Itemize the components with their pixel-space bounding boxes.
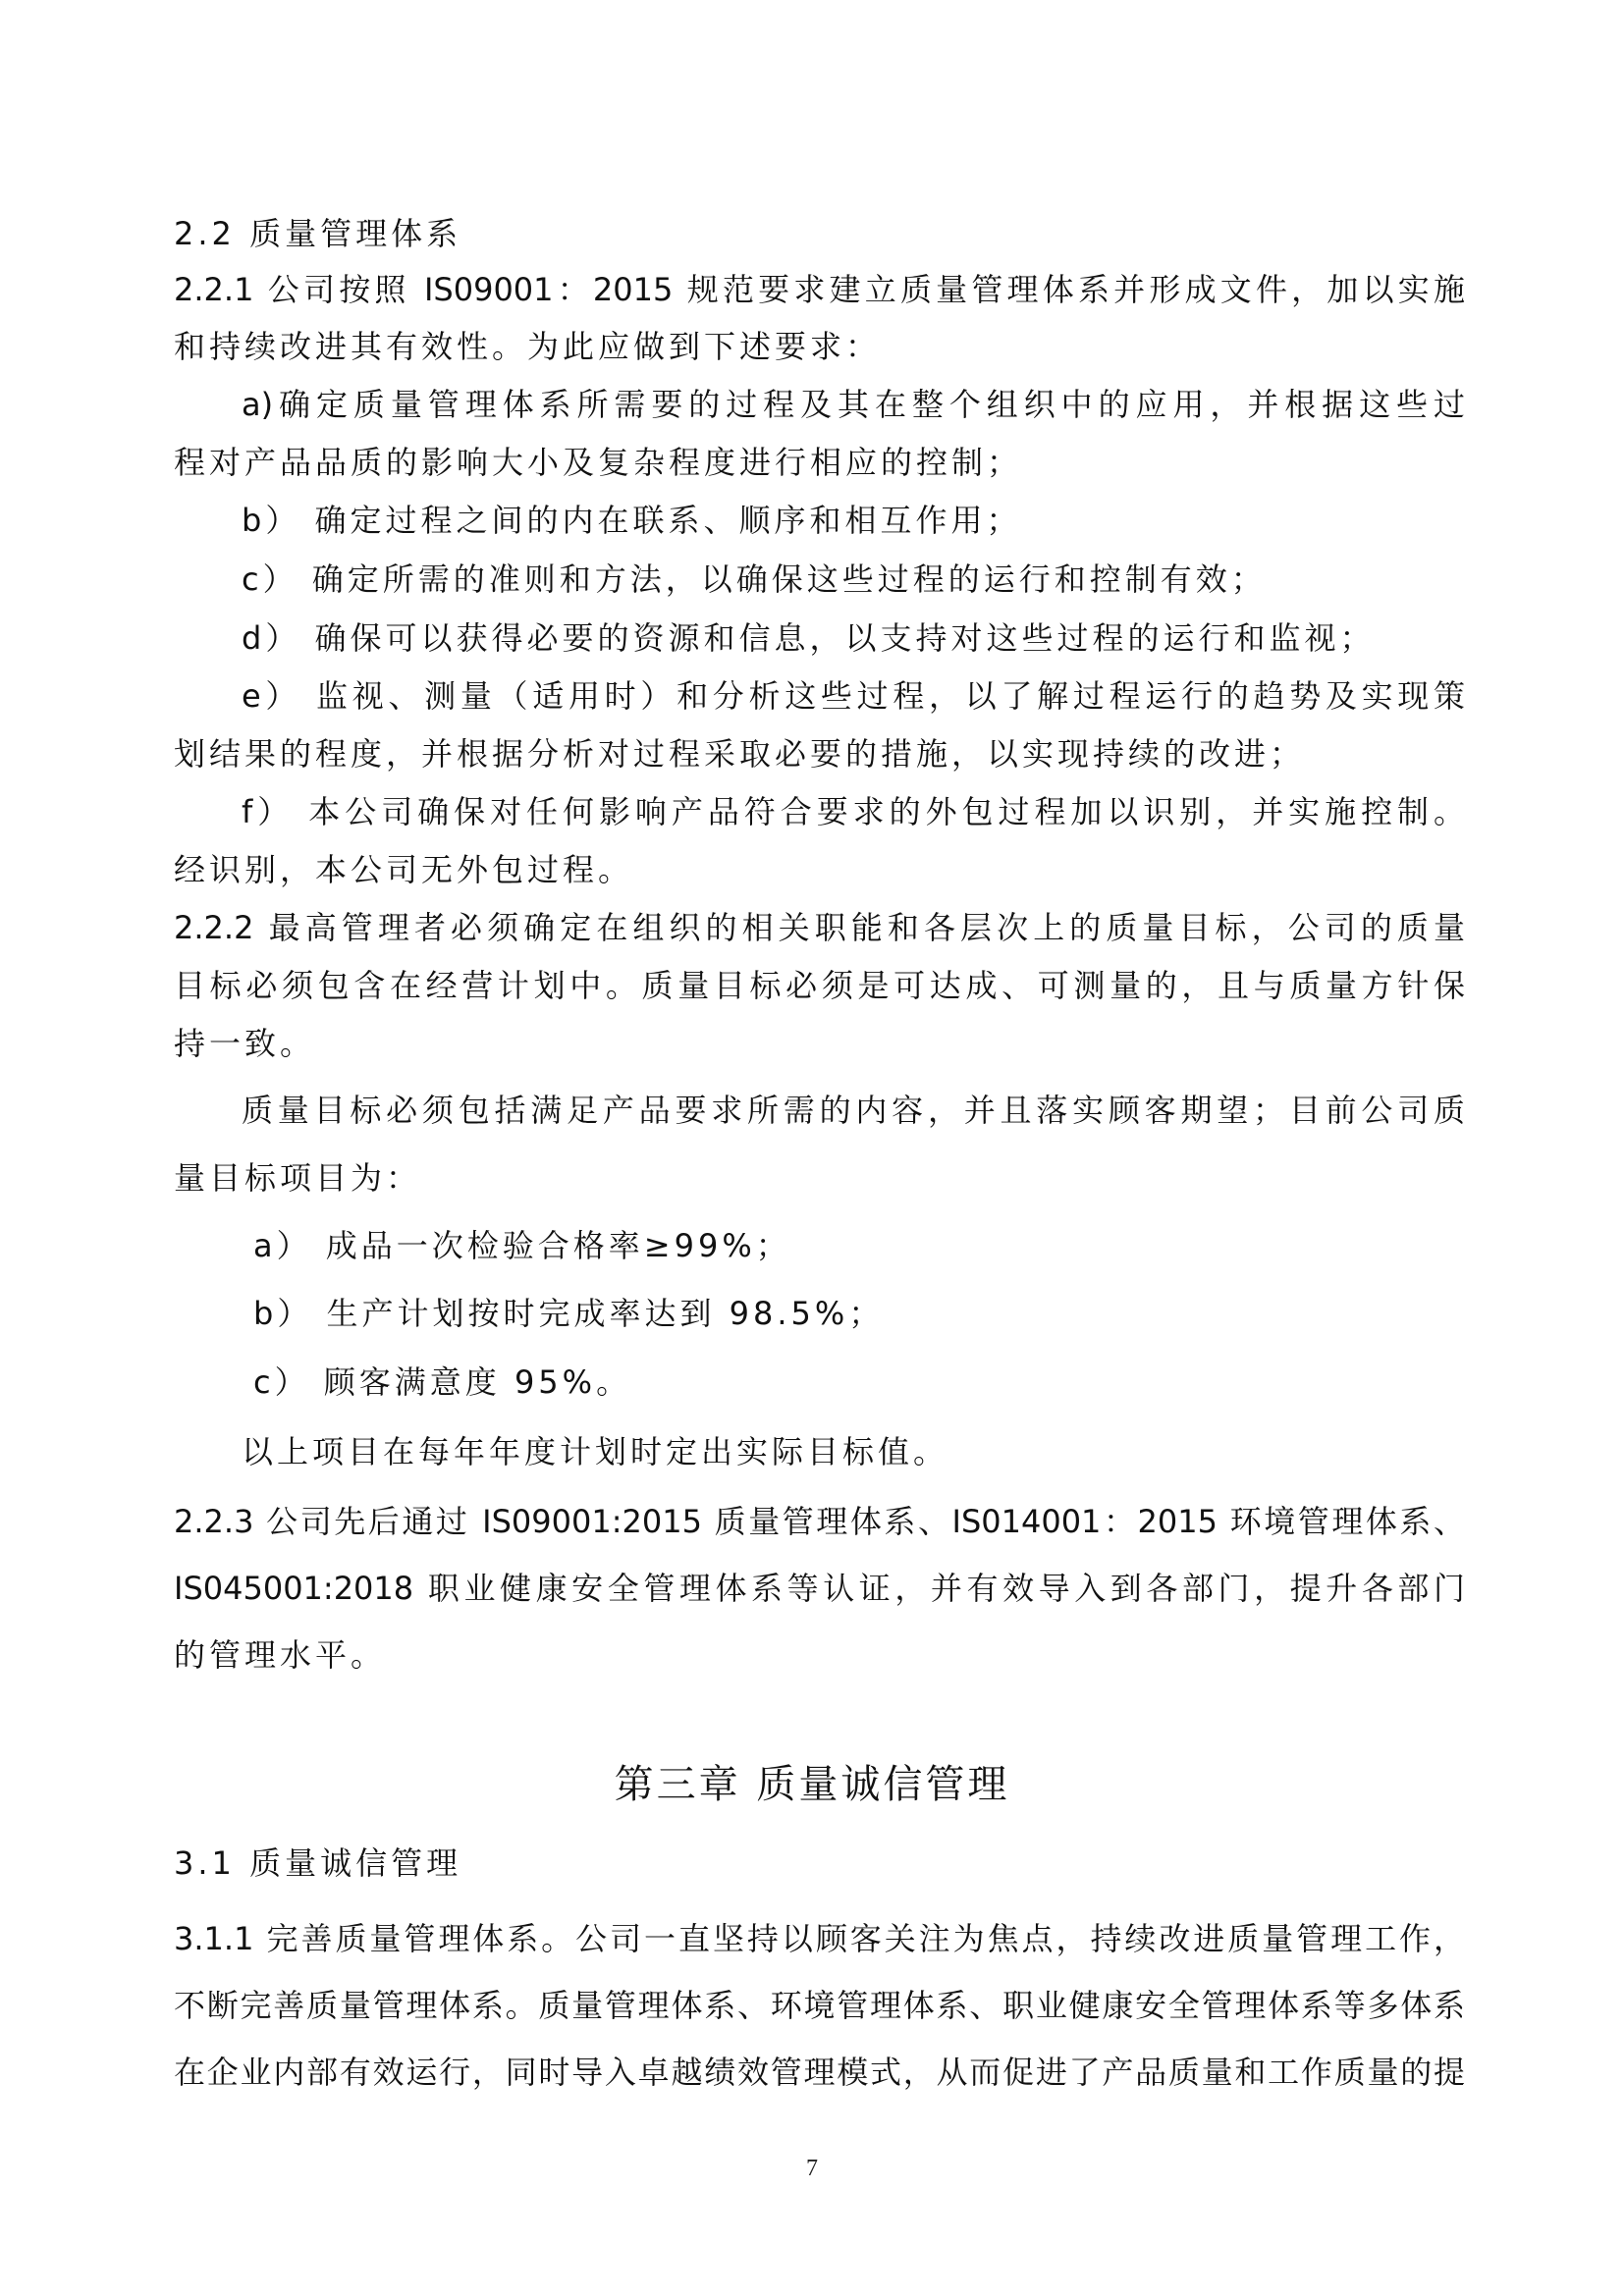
goal-b: b） 生产计划按时完成率达到 98.5%； [253,1295,885,1332]
goals-intro-line-1: 质量目标必须包括满足产品要求所需的内容，并且落实顾客期望；目前公司质 [242,1092,1465,1129]
item-f-line-1: f） 本公司确保对任何影响产品符合要求的外包过程加以识别，并实施控制。 [242,793,1465,830]
goals-intro-line-2: 量目标项目为： [174,1159,422,1197]
item-c: c） 确定所需的准则和方法，以确保这些过程的运行和控制有效； [242,561,1267,598]
item-e-line-1: e） 监视、测量（适用时）和分析这些过程，以了解过程运行的趋势及实现策 [242,677,1465,715]
item-e-line-2: 划结果的程度，并根据分析对过程采取必要的措施，以实现持续的改进； [174,735,1306,773]
paragraph-2-2-1-line-2: 和持续改进其有效性。为此应做到下述要求： [174,328,882,365]
paragraph-2-2-3-line-1: 2.2.3 公司先后通过 IS09001:2015 质量管理体系、IS014001：2015 环境管理体系、 [174,1503,1465,1540]
goal-a: a） 成品一次检验合格率≥99%； [253,1227,791,1264]
goals-note: 以上项目在每年年度计划时定出实际目标值。 [242,1433,949,1470]
chapter-3-title: 第三章 质量诚信管理 [614,1762,1010,1807]
item-a-line-1: a)确定质量管理体系所需要的过程及其在整个组织中的应用，并根据这些过 [242,386,1465,423]
goal-c: c） 顾客满意度 95%。 [253,1363,632,1401]
section-2-2-heading: 2.2 质量管理体系 [174,215,462,252]
paragraph-3-1-1-line-2: 不断完善质量管理体系。质量管理体系、环境管理体系、职业健康安全管理体系等多体系 [174,1987,1465,2024]
paragraph-3-1-1-line-3: 在企业内部有效运行，同时导入卓越绩效管理模式，从而促进了产品质量和工作质量的提 [174,2054,1465,2091]
paragraph-2-2-2-line-2: 目标必须包含在经营计划中。质量目标必须是可达成、可测量的，且与质量方针保 [174,967,1465,1004]
paragraph-2-2-3-line-2: IS045001:2018 职业健康安全管理体系等认证，并有效导入到各部门，提升各部门 [174,1570,1465,1607]
paragraph-2-2-2-line-1: 2.2.2 最高管理者必须确定在组织的相关职能和各层次上的质量目标，公司的质量 [174,909,1465,946]
item-f-line-2: 经识别，本公司无外包过程。 [174,851,634,888]
paragraph-2-2-2-line-3: 持一致。 [174,1025,316,1062]
page-number: 7 [806,2156,818,2181]
paragraph-3-1-1-line-1: 3.1.1 完善质量管理体系。公司一直坚持以顾客关注为焦点，持续改进质量管理工作， [174,1920,1465,1957]
paragraph-2-2-3-line-3: 的管理水平。 [174,1636,387,1674]
item-d: d） 确保可以获得必要的资源和信息，以支持对这些过程的运行和监视； [242,619,1376,657]
item-a-line-2: 程对产品品质的影响大小及复杂程度进行相应的控制； [174,444,1023,481]
paragraph-2-2-1-line-1: 2.2.1 公司按照 IS09001：2015 规范要求建立质量管理体系并形成文件，加以实施 [174,271,1465,308]
section-3-1-heading: 3.1 质量诚信管理 [174,1844,462,1882]
item-b: b） 确定过程之间的内在联系、顺序和相互作用； [242,502,1022,539]
